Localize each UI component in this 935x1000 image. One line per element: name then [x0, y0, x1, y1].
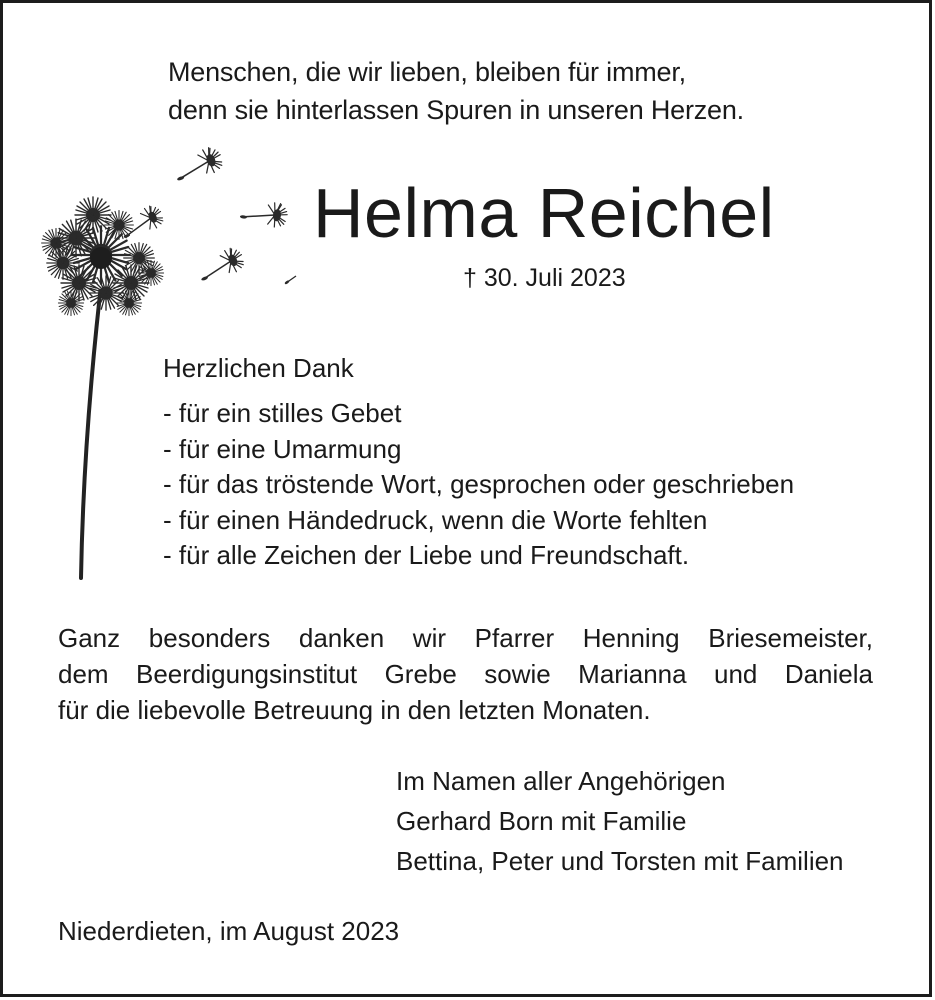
signature-line-3: Bettina, Peter und Torsten mit Familien [396, 846, 844, 876]
special-thanks-line-3: für die liebevolle Betreuung in den letzten Monaten. [58, 695, 651, 725]
special-thanks-paragraph [58, 620, 873, 728]
thanks-heading: Herzlichen Dank [163, 353, 354, 383]
special-thanks-line-2: dem Beerdigungsinstitut Grebe sowie Marianna und Daniela [58, 659, 873, 689]
thanks-item: - für das tröstende Wort, gesprochen oder geschrieben [163, 469, 795, 499]
thanks-item: - für ein stilles Gebet [163, 398, 402, 428]
signature-line-1: Im Namen aller Angehörigen [396, 766, 726, 796]
special-thanks-line-1: Ganz besonders danken wir Pfarrer Henning Briesemeister, [58, 623, 873, 653]
thanks-item: - für alle Zeichen der Liebe und Freundschaft. [163, 540, 690, 570]
death-date: † 30. Juli 2023 [463, 264, 626, 292]
motto-line-1: Menschen, die wir lieben, bleiben für immer, [168, 57, 686, 87]
dandelion-head [42, 197, 164, 316]
motto-line-2: denn sie hinterlassen Spuren in unseren Herzen. [168, 95, 744, 125]
signature-line-2: Gerhard Born mit Familie [396, 806, 687, 836]
thanks-item: - für eine Umarmung [163, 433, 402, 464]
motto-quote [168, 53, 744, 129]
place-and-date: Niederdieten, im August 2023 [58, 916, 400, 946]
signature-block [396, 761, 844, 881]
thanks-item: - für einen Händedruck, wenn die Worte fehlten [163, 504, 708, 535]
thanks-list [163, 396, 794, 574]
deceased-name: Helma Reichel [313, 174, 775, 252]
